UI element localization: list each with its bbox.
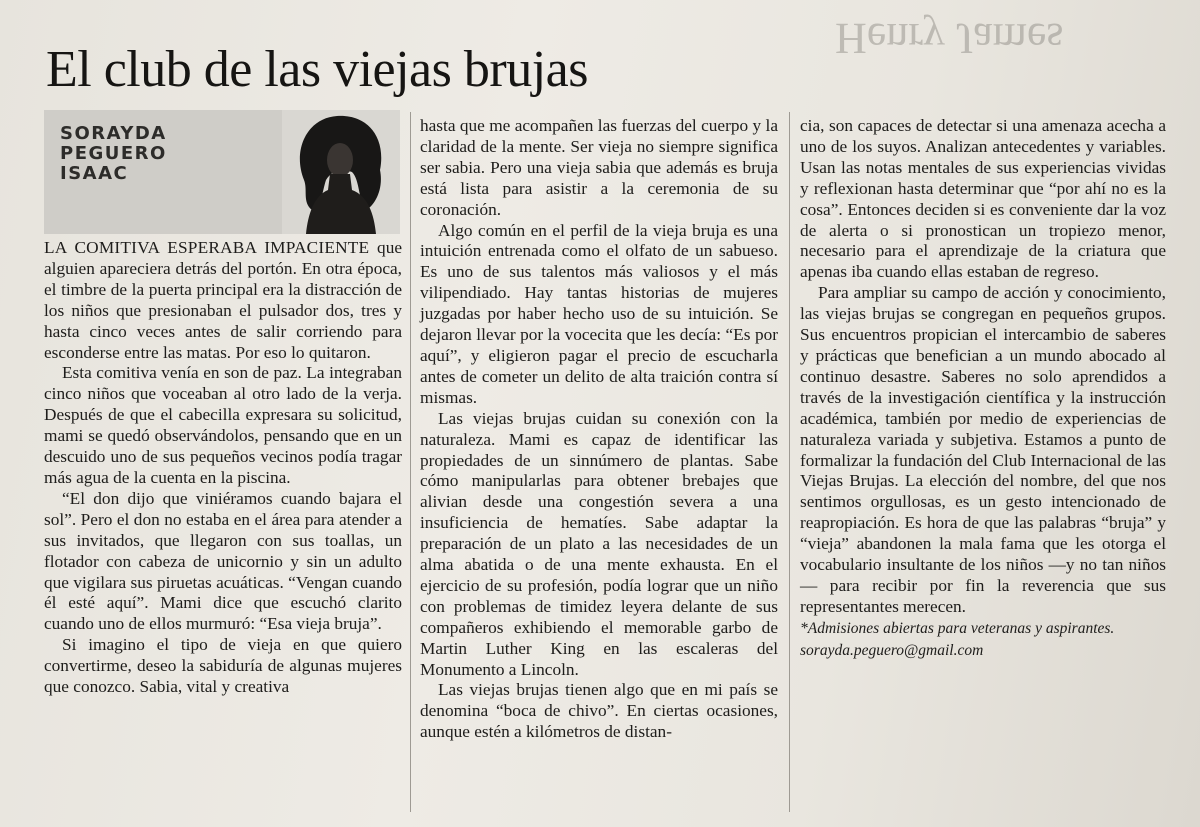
paragraph: Las viejas brujas cuidan su conexión con la naturaleza. Mami es capaz de identificar las propiedades de un sinnúmero de plantas. Sabe cómo manipularlas para obtener brebajes que alivian desde una congestión severa a una insuficiencia de hematíes. Sabe adaptar la preparación de un plato a las necesidades de un alma abatida o de una mente exhausta. En el ejercicio de su profesión, podía lograr que un niño con problemas de timidez leyera delante de sus compañeros exhibiendo el memorable garbo de Martin Luther King en las escaleras del Monumento a Lincoln. — [420, 408, 778, 679]
column-divider-2 — [789, 112, 790, 812]
paragraph: hasta que me acompañen las fuerzas del cuerpo y la claridad de la mente. Ser vieja no siempre significa ser sabia. Pero una vieja sabia que además es bruja está lista para asistir a la ceremonia de su coronación. — [420, 116, 778, 219]
author-portrait — [282, 110, 400, 234]
column-divider-1 — [410, 112, 411, 812]
author-name-line1: SORAYDA — [60, 123, 167, 144]
admissions-note: *Admisiones abiertas para veteranas y aspirantes. — [800, 619, 1115, 637]
paragraph: Si imagino el tipo de vieja en que quiero convertirme, deseo la sabiduría de algunas mujeres que conozco. Sabia, vital y creativa — [44, 635, 402, 697]
paragraph: Las viejas brujas tienen algo que en mi país se denomina “boca de chivo”. En ciertas ocasiones, aunque estén a kilómetros de distan- — [420, 680, 778, 742]
column-3 — [800, 116, 1166, 663]
paragraph-text: que alguien apareciera detrás del portón. En otra época, el timbre de la puerta principal era la distracción de los niños que presionaban el pulsador dos, tres y hasta cinco veces antes de salir corriendo para esconderse entre las matas. Por eso lo quitaron. — [44, 238, 402, 362]
bleed-through-text: Henry James — [835, 14, 1064, 63]
headline: El club de las viejas brujas — [46, 41, 588, 98]
author-name-line3: ISAAC — [60, 163, 129, 184]
column-1 — [44, 238, 402, 698]
paragraph: Esta comitiva venía en son de paz. La integraban cinco niños que voceaban al otro lado de la verja. Después de que el cabecilla expresara su solicitud, mami se quedó observándolos, pensando que en un descuido uno de sus pequeños vecinos podía tragar más agua de la cuenta en la piscina. — [44, 363, 402, 487]
author-portrait-icon — [282, 110, 400, 234]
author-email: sorayda.peguero@gmail.com — [800, 641, 984, 659]
paragraph: Para ampliar su campo de acción y conocimiento, las viejas brujas se congregan en pequeños grupos. Sus encuentros propician el intercambio de saberes y prácticas que benefician a un mundo abocado al continuo desastre. Saberes no solo aprendidos a través de la investigación científica y la instrucción académica, también por medio de experiencias de naturaleza variada y subjetiva. Estamos a punto de formalizar la fundación del Club Internacional de las Viejas Brujas. La elección del nombre, del que nos sentimos orgullosas, es un gesto intencionado de reapropiación. Es hora de que las palabras “bruja” y “vieja” abandonen la mala fama que les otorga el vocabulario insultante de los niños —y no tan niños— para recibir por fin la reverencia que sus representantes merecen. — [800, 283, 1166, 616]
byline-box — [44, 110, 400, 234]
paragraph: cia, son capaces de detectar si una amenaza acecha a uno de los suyos. Analizan antecedentes y variables. Usan las notas mentales de sus experiencias vividas y reflexionan hasta determinar que “por ahí no es la cosa”. Entonces deciden si es conveniente dar la voz de alerta o si pronostican un tropiezo menor, necesario para el aprendizaje de la criatura que apenas iba cuando ellas estaban de regreso. — [800, 116, 1166, 282]
lead-in: LA COMITIVA ESPERABA IMPACIENTE — [44, 238, 370, 257]
paragraph: Algo común en el perfil de la vieja bruja es una intuición entrenada como el olfato de un sabueso. Es uno de sus talentos más valiosos y el más vilipendiado. Hay tantas historias de mujeres juzgadas por haber hecho uso de su intuición. Se dejaron llevar por la vocecita que les decía: “Es por aquí”, y eligieron pagar el precio de escucharla antes de cometer un delito de alta traición contra sí mismas. — [420, 220, 778, 407]
paragraph — [44, 238, 402, 363]
paragraph: “El don dijo que viniéramos cuando bajara el sol”. Pero el don no estaba en el área para atender a sus invitados, que llegaron con sus toallas, un flotador con cabeza de unicornio y sin un adulto que vigilara sus piruetas acuáticas. “Vengan cuando él esté aquí”. Mami dice que escuchó clarito cuando uno de ellos murmuró: “Esa vieja bruja”. — [44, 488, 402, 634]
author-name-line2: PEGUERO — [60, 143, 167, 164]
column-2 — [420, 116, 778, 743]
author-name — [60, 124, 240, 184]
